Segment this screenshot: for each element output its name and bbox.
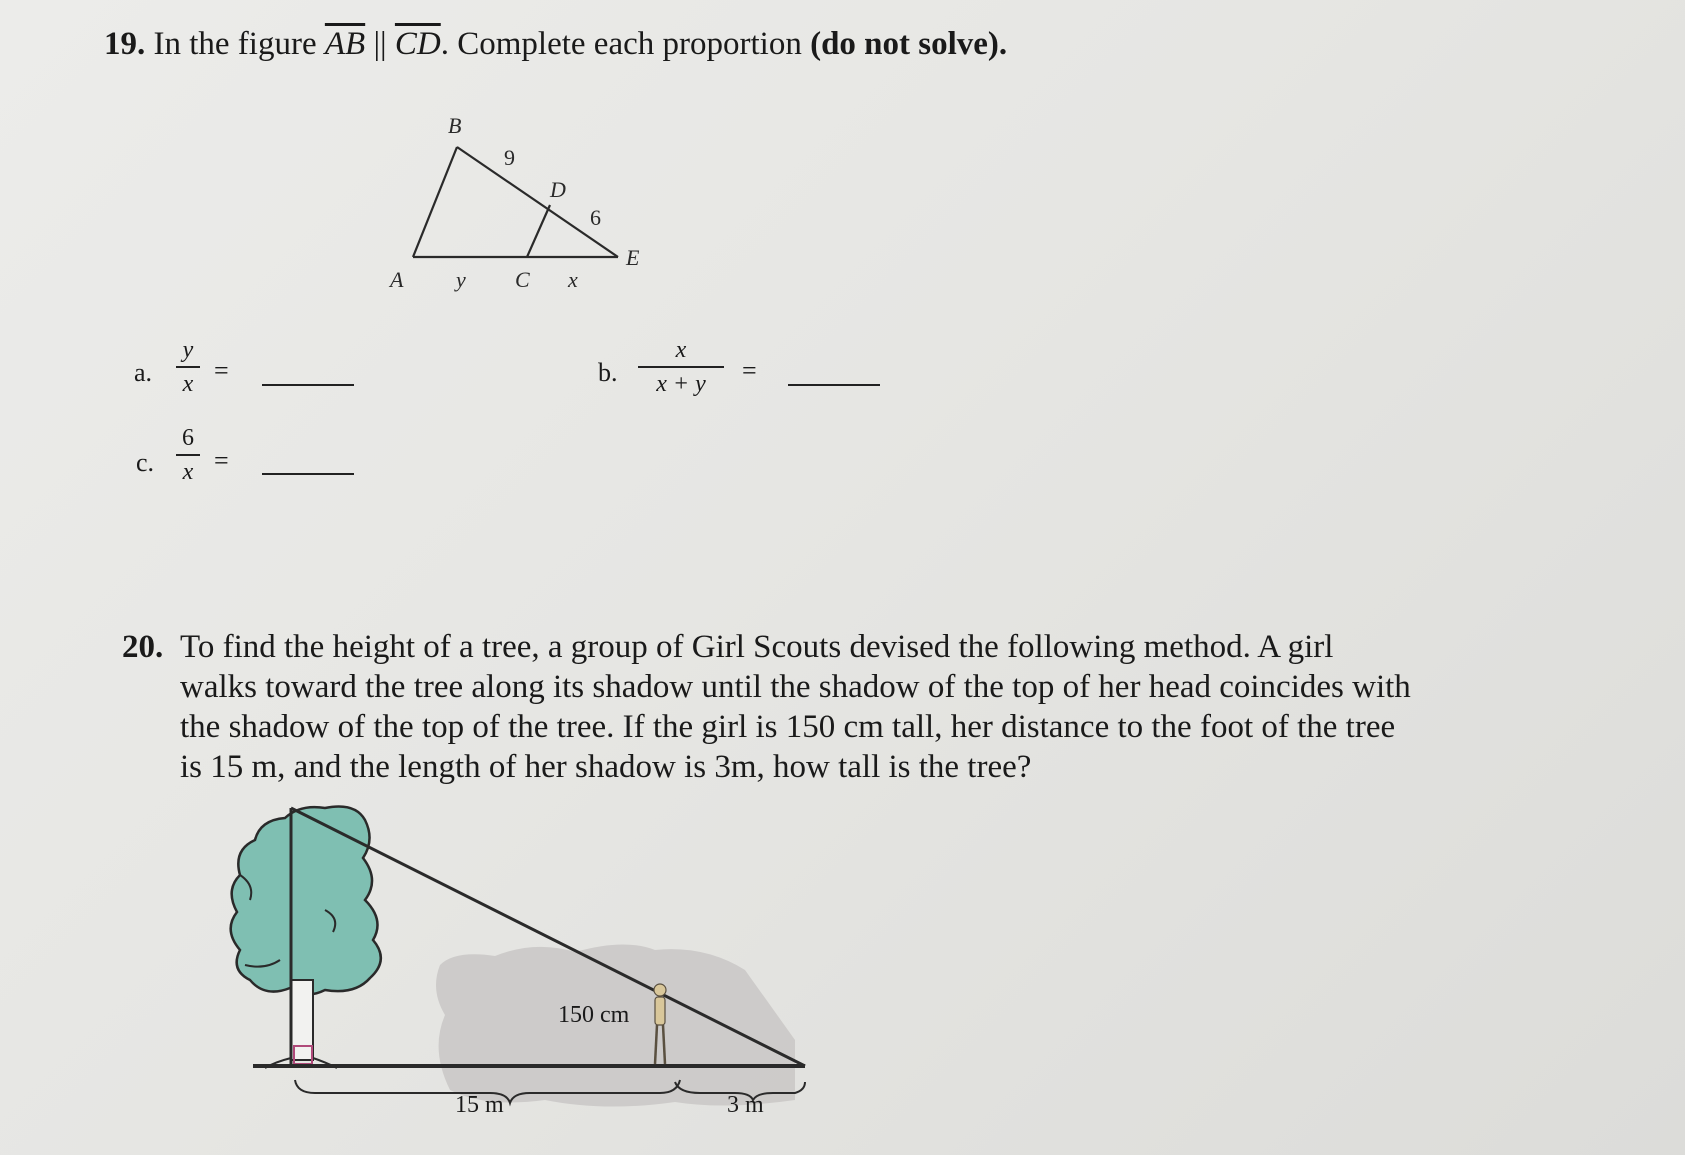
fraction-bar <box>638 366 724 368</box>
question-intro: In the figure <box>153 26 317 62</box>
triangle-figure <box>380 105 670 305</box>
part-c-denominator: x <box>182 459 194 485</box>
fraction-bar <box>176 366 200 368</box>
instruction-note: (do not solve). <box>810 26 1008 62</box>
length-bd-label: 9 <box>504 145 515 170</box>
segment-ab: $\overline{AB}$ <box>324 26 366 62</box>
part-a-answer-blank[interactable] <box>262 384 354 386</box>
question-text-line: To find the height of a tree, a group of Girl Scouts devised the following method. A girl <box>180 629 1334 665</box>
vertex-a-label: A <box>390 267 404 292</box>
length-ce-label: x <box>568 267 578 292</box>
length-de-label: 6 <box>590 205 601 230</box>
part-c-fraction <box>176 424 200 486</box>
part-c-answer-blank[interactable] <box>262 473 354 475</box>
part-a-equals: = <box>214 356 229 385</box>
question-tail: . Complete each proportion <box>440 26 802 62</box>
girl-height-label: 150 cm <box>558 1002 630 1028</box>
segment-cd: $\overline{CD}$ <box>394 26 441 62</box>
part-b-numerator: x <box>675 337 687 363</box>
part-b-equals: = <box>742 356 757 385</box>
question-number: 20. <box>122 629 164 665</box>
question-text-line: the shadow of the top of the tree. If the girl is 150 cm tall, her distance to the foot of the tree <box>180 709 1396 745</box>
part-b-answer-blank[interactable] <box>788 384 880 386</box>
part-a-denominator: x <box>182 371 194 397</box>
part-a-label: a. <box>134 358 153 387</box>
vertex-c-label: C <box>515 267 530 292</box>
vertex-e-label: E <box>626 245 640 270</box>
part-b-fraction <box>638 336 724 398</box>
part-c-numerator: 6 <box>182 425 194 451</box>
question-19-heading <box>104 24 1007 64</box>
part-c-label: c. <box>136 448 155 477</box>
vertex-b-label: B <box>448 113 462 138</box>
part-b-label: b. <box>598 358 618 387</box>
side-be <box>457 147 618 257</box>
fraction-bar <box>176 454 200 456</box>
part-b-denominator: x + y <box>656 371 706 397</box>
question-text-line: is 15 m, and the length of her shadow is 3m, how tall is the tree? <box>180 749 1032 785</box>
part-c-equals: = <box>214 446 229 475</box>
question-text-line: walks toward the tree along its shadow until the shadow of the top of her head coincides with <box>180 669 1411 705</box>
shadow-length-label: 3 m <box>727 1092 764 1118</box>
parallel-symbol: || <box>373 26 387 62</box>
vertex-d-label: D <box>550 177 566 202</box>
tree-shadow-figure <box>205 800 845 1120</box>
side-ab <box>413 147 457 257</box>
distance-label: 15 m <box>455 1092 504 1118</box>
segment-cd-line <box>527 205 550 257</box>
length-ac-label: y <box>456 267 466 292</box>
part-a-fraction <box>176 336 200 398</box>
part-a-numerator: y <box>182 337 194 363</box>
question-number: 19. <box>104 26 146 62</box>
